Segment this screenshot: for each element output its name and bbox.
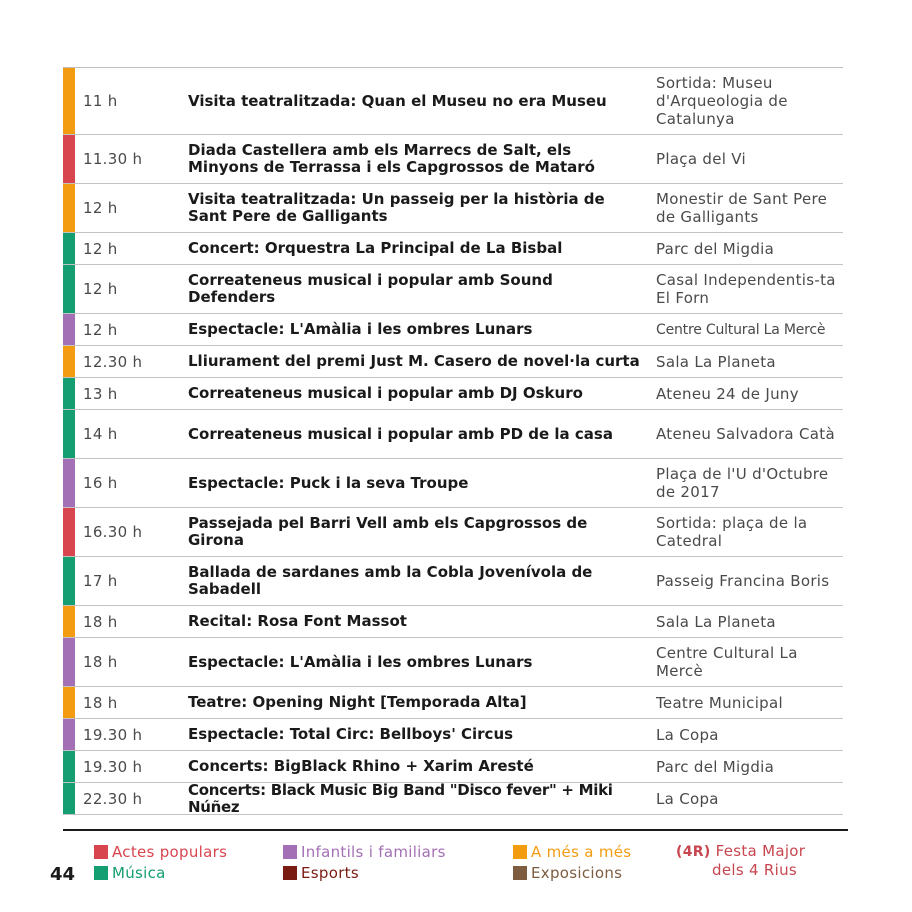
event-title: Teatre: Opening Night [Temporada Alta]: [188, 693, 527, 711]
event-place: Sala La Planeta: [656, 352, 776, 371]
event-title: Correateneus musical i popular amb Sound Defenders: [188, 271, 553, 306]
event-title: Passejada pel Barri Vell amb els Capgrossos de Girona: [188, 514, 588, 549]
event-place: Centre Cultural La Mercè: [656, 644, 798, 680]
event-title: Concert: Orquestra La Principal de La Bisbal: [188, 239, 563, 257]
event-title: Espectacle: Puck i la seva Troupe: [188, 473, 469, 492]
event-row: [63, 508, 843, 557]
legend-label: Música: [112, 864, 166, 882]
event-time: 17 h: [83, 572, 118, 590]
category-color-bar: [63, 751, 75, 782]
event-row: [63, 314, 843, 346]
legend-mes: [513, 843, 631, 861]
category-color-bar: [63, 135, 75, 183]
event-time: 13 h: [83, 384, 118, 403]
event-title: Espectacle: L'Amàlia i les ombres Lunars: [188, 652, 533, 671]
category-color-bar: [63, 346, 75, 377]
category-color-bar: [63, 783, 75, 814]
event-row: [63, 68, 843, 135]
event-place: Parc del Migdia: [656, 757, 775, 776]
category-color-bar: [63, 557, 75, 605]
legend-label: A més a més: [531, 843, 632, 861]
event-time: 12 h: [83, 199, 118, 217]
event-row: [63, 184, 843, 233]
event-title: Concerts: BigBlack Rhino + Xarim Aresté: [188, 757, 534, 775]
legend-divider: [63, 829, 848, 831]
event-title: Visita teatralitzada: Un passeig per la història de Sant Pere de Galligants: [188, 190, 605, 225]
festa-code: (4R): [676, 844, 711, 860]
event-row: [63, 638, 843, 687]
event-row: [63, 687, 843, 719]
page-number: 44: [50, 864, 76, 885]
legend-swatch: [94, 866, 108, 880]
event-row: [63, 378, 843, 410]
event-place: Teatre Municipal: [656, 693, 783, 712]
event-title: Recital: Rosa Font Massot: [188, 612, 407, 630]
event-place: Ateneu Salvadora Catà: [656, 425, 835, 443]
legend-festa-major: [676, 842, 805, 879]
event-row: [63, 265, 843, 314]
category-color-bar: [63, 508, 75, 556]
event-place: Plaça de l'U d'Octubre de 2017: [656, 465, 829, 501]
event-title: Correateneus musical i popular amb PD de la casa: [188, 424, 613, 443]
event-time: 12 h: [83, 280, 118, 298]
event-row: [63, 557, 843, 606]
category-color-bar: [63, 719, 75, 750]
event-place: Ateneu 24 de Juny: [656, 384, 799, 403]
category-color-bar: [63, 410, 75, 458]
event-time: 14 h: [83, 425, 118, 443]
event-row: [63, 459, 843, 508]
event-place: Plaça del Vi: [656, 150, 746, 168]
event-row: [63, 410, 843, 459]
event-row: [63, 233, 843, 265]
festa-line-1: Festa Major: [715, 842, 806, 860]
event-time: 16 h: [83, 474, 118, 492]
event-title: Concerts: Black Music Big Band "Disco fever" + Miki Núñez: [188, 780, 613, 816]
legend-swatch: [513, 845, 527, 859]
legend-actes-populars: [94, 843, 227, 861]
category-color-bar: [63, 687, 75, 718]
event-place: Passeig Francina Boris: [656, 572, 830, 590]
category-color-bar: [63, 233, 75, 264]
event-time: 11 h: [83, 92, 118, 110]
category-color-bar: [63, 378, 75, 409]
event-place: Casal Independentis-ta El Forn: [656, 271, 836, 307]
event-time: 19.30 h: [83, 725, 143, 744]
legend-esports: [283, 864, 359, 882]
legend-label: Actes populars: [112, 843, 228, 861]
legend-exposicions: [513, 864, 622, 882]
event-place: Sortida: plaça de la Catedral: [656, 514, 808, 550]
legend-musica: [94, 864, 166, 882]
festa-line-2: dels 4 Rius: [712, 861, 798, 879]
event-place: Sala La Planeta: [656, 612, 776, 631]
category-color-bar: [63, 459, 75, 507]
legend-infantils: [283, 843, 446, 861]
event-title: Ballada de sardanes amb la Cobla Jovenívola de Sabadell: [188, 563, 593, 598]
event-row: [63, 780, 843, 816]
event-time: 12.30 h: [83, 352, 143, 371]
event-place: Parc del Migdia: [656, 239, 775, 258]
event-place: Sortida: Museu d'Arqueologia de Catalunya: [656, 74, 788, 128]
legend-swatch: [283, 866, 297, 880]
event-schedule: [63, 67, 843, 815]
event-row: [63, 606, 843, 638]
event-time: 18 h: [83, 693, 118, 712]
category-color-bar: [63, 314, 75, 345]
event-title: Lliurament del premi Just M. Casero de novel·la curta: [188, 352, 640, 370]
legend-label: Infantils i familiars: [301, 843, 446, 861]
event-time: 12 h: [83, 320, 118, 339]
event-title: Diada Castellera amb els Marrecs de Salt, els Minyons de Terrassa i els Capgrossos de Mataró: [188, 141, 595, 176]
event-title: Correateneus musical i popular amb DJ Oskuro: [188, 384, 583, 402]
event-row: [63, 346, 843, 378]
event-title: Espectacle: L'Amàlia i les ombres Lunars: [188, 320, 533, 338]
event-title: Visita teatralitzada: Quan el Museu no era Museu: [188, 91, 607, 110]
event-title: Espectacle: Total Circ: Bellboys' Circus: [188, 725, 514, 743]
legend-swatch: [513, 866, 527, 880]
legend-swatch: [283, 845, 297, 859]
event-time: 12 h: [83, 239, 118, 258]
event-place: La Copa: [656, 725, 719, 744]
legend-label: Esports: [301, 864, 359, 882]
legend-swatch: [94, 845, 108, 859]
event-time: 11.30 h: [83, 150, 143, 168]
legend-label: Exposicions: [531, 864, 623, 882]
event-time: 22.30 h: [83, 789, 143, 808]
event-time: 16.30 h: [83, 523, 143, 541]
category-color-bar: [63, 638, 75, 686]
event-row: [63, 751, 843, 783]
event-place: Monestir de Sant Pere de Galligants: [656, 190, 828, 226]
category-color-bar: [63, 606, 75, 637]
category-color-bar: [63, 265, 75, 313]
event-place: La Copa: [656, 789, 719, 808]
event-row: [63, 135, 843, 184]
event-row: [63, 719, 843, 751]
event-time: 19.30 h: [83, 757, 143, 776]
event-place: Centre Cultural La Mercè: [656, 321, 826, 338]
category-color-bar: [63, 184, 75, 232]
event-time: 18 h: [83, 653, 118, 671]
category-color-bar: [63, 68, 75, 134]
event-time: 18 h: [83, 612, 118, 631]
